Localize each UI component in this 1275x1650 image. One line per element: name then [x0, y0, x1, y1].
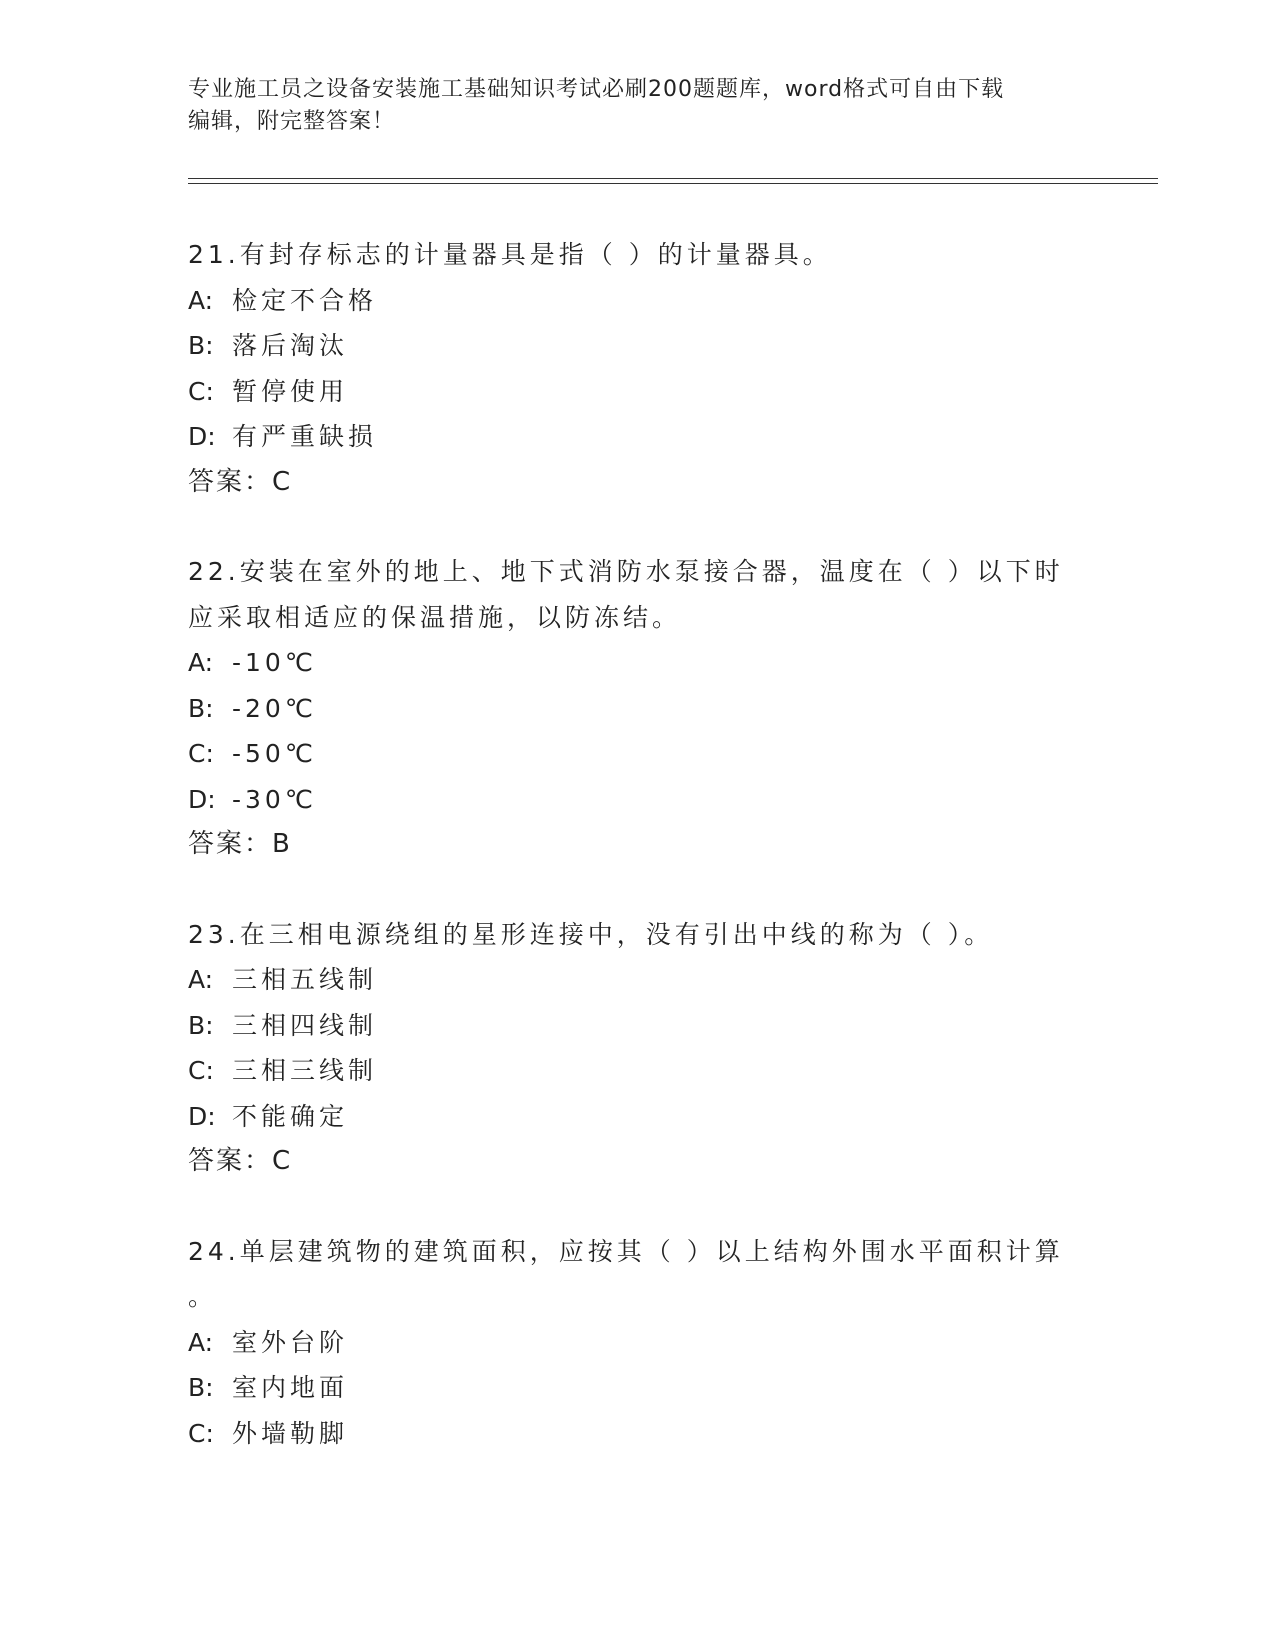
answer-option: [188, 369, 1068, 415]
option-letter: C:: [188, 739, 214, 768]
question-block: [188, 232, 1068, 505]
header-divider-bottom: [188, 183, 1158, 184]
option-letter: A:: [188, 1327, 214, 1357]
answer-option: [188, 323, 1068, 369]
option-text: 三相四线制: [232, 1010, 378, 1040]
option-text: 暂停使用: [232, 376, 349, 406]
answer-key: 答案：B: [188, 829, 292, 859]
header-line-2: 编辑，附完整答案！: [188, 109, 396, 134]
header-line-1: 专业施工员之设备安装施工基础知识考试必刷200题题库，word格式可自由下载: [188, 77, 1005, 102]
option-letter: D:: [188, 784, 216, 814]
answer-option: [188, 1411, 1068, 1457]
option-text: -20℃: [232, 693, 317, 723]
answer-option: [188, 1320, 1068, 1366]
option-letter: C:: [188, 376, 214, 406]
answer-option: [188, 278, 1068, 324]
question-stem-line: 21.有封存标志的计量器具是指（ ）的计量器具。: [188, 240, 832, 269]
option-letter: B:: [188, 693, 214, 723]
option-letter: B:: [188, 331, 214, 360]
question-block: [188, 549, 1068, 868]
option-letter: C:: [188, 1056, 214, 1085]
option-text: 检定不合格: [232, 285, 378, 315]
option-text: -30℃: [232, 784, 317, 814]
header-divider-top: [188, 178, 1158, 179]
answer-key: 答案：C: [188, 466, 293, 497]
answer-option: [188, 1003, 1068, 1049]
answer-option: [188, 777, 1068, 823]
question-list: [188, 232, 1068, 1500]
option-text: 有严重缺损: [232, 422, 378, 451]
question-block: [188, 912, 1068, 1185]
answer-option: [188, 957, 1068, 1003]
option-text: 落后淘汰: [232, 331, 349, 360]
question-block: [188, 1229, 1068, 1457]
option-text: -10℃: [232, 648, 317, 677]
option-text: 外墙勒脚: [232, 1418, 349, 1448]
option-text: 不能确定: [232, 1101, 349, 1131]
option-text: -50℃: [232, 739, 317, 768]
answer-option: [188, 1048, 1068, 1094]
question-stem-line: 23.在三相电源绕组的星形连接中，没有引出中线的称为（ ）。: [188, 919, 994, 949]
option-text: 三相五线制: [232, 965, 378, 994]
option-letter: B:: [188, 1010, 214, 1040]
answer-option: [188, 1094, 1068, 1140]
question-stem-line: 。: [188, 1282, 218, 1311]
question-stem-line: 应采取相适应的保温措施，以防冻结。: [188, 602, 682, 632]
answer-option: [188, 731, 1068, 777]
option-letter: A:: [188, 648, 214, 677]
answer-key: 答案：C: [188, 1146, 293, 1176]
option-text: 室外台阶: [232, 1327, 349, 1357]
answer-option: [188, 686, 1068, 732]
option-letter: B:: [188, 1373, 214, 1402]
option-letter: A:: [188, 285, 214, 315]
question-stem-line: 22.安装在室外的地上、地下式消防水泵接合器，温度在（ ）以下时: [188, 557, 1064, 586]
document-header: [188, 74, 1068, 138]
option-letter: D:: [188, 1101, 216, 1131]
option-letter: D:: [188, 422, 216, 451]
question-stem-line: 24.单层建筑物的建筑面积，应按其（ ）以上结构外围水平面积计算: [188, 1236, 1064, 1266]
answer-option: [188, 1365, 1068, 1411]
answer-option: [188, 414, 1068, 460]
option-text: 室内地面: [232, 1373, 349, 1402]
option-letter: C:: [188, 1418, 214, 1448]
answer-option: [188, 640, 1068, 686]
option-text: 三相三线制: [232, 1056, 378, 1085]
option-letter: A:: [188, 965, 214, 994]
